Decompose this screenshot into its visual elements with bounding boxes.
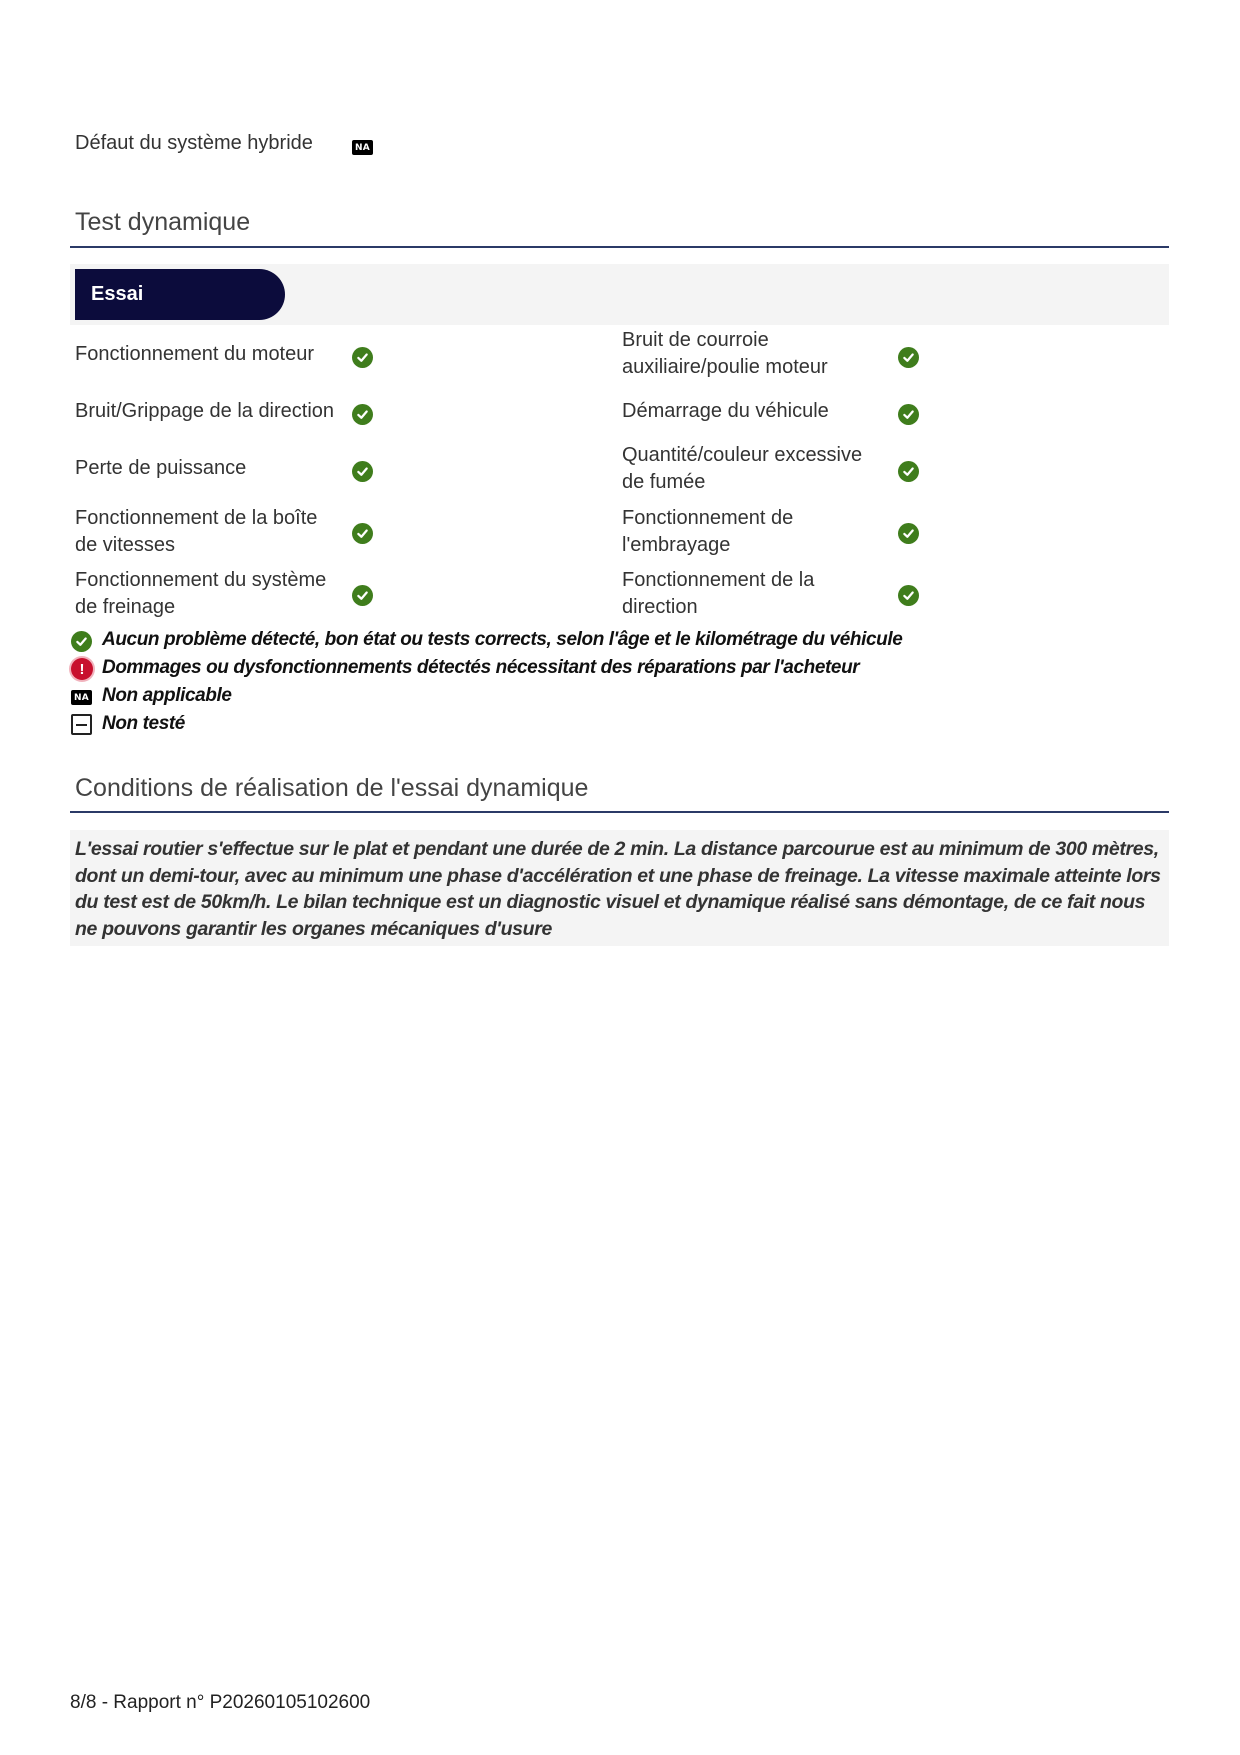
check-icon bbox=[352, 347, 373, 368]
item-belt-pulley-noise: Bruit de courroie auxiliaire/poulie moteur bbox=[622, 329, 828, 378]
not-tested-icon bbox=[71, 714, 92, 735]
section-divider bbox=[70, 246, 1169, 248]
item-steering-noise: Bruit/Grippage de la direction bbox=[75, 400, 335, 422]
check-icon bbox=[352, 404, 373, 425]
item-vehicle-start: Démarrage du véhicule bbox=[622, 400, 829, 422]
check-icon bbox=[898, 523, 919, 544]
item-power-loss: Perte de puissance bbox=[75, 457, 247, 479]
check-icon bbox=[352, 461, 373, 482]
check-icon bbox=[898, 585, 919, 606]
check-icon bbox=[898, 347, 919, 368]
section-title-dynamic-test: Test dynamique bbox=[75, 208, 251, 236]
item-steering-operation: Fonctionnement de la direction bbox=[622, 569, 815, 618]
check-icon bbox=[898, 404, 919, 425]
conditions-box bbox=[70, 830, 1169, 946]
na-icon: NA bbox=[71, 690, 92, 705]
check-icon bbox=[352, 585, 373, 606]
check-icon bbox=[898, 461, 919, 482]
check-icon bbox=[71, 631, 92, 652]
item-smoke-quantity: Quantité/couleur excessive de fumée bbox=[622, 444, 863, 493]
tab-bar bbox=[70, 264, 1169, 325]
check-icon bbox=[352, 523, 373, 544]
section-divider bbox=[70, 811, 1169, 813]
item-clutch-operation: Fonctionnement de l'embrayage bbox=[622, 507, 794, 556]
legend-not-tested-text: Non testé bbox=[102, 713, 185, 734]
legend-damage-text: Dommages ou dysfonctionnements détectés nécessitant des réparations par l'acheteur bbox=[102, 657, 860, 678]
section-title-conditions: Conditions de réalisation de l'essai dynamique bbox=[75, 774, 589, 802]
tab-essai[interactable]: Essai bbox=[75, 269, 285, 320]
item-gearbox-operation: Fonctionnement de la boîte de vitesses bbox=[75, 507, 318, 556]
item-engine-operation: Fonctionnement du moteur bbox=[75, 343, 315, 365]
item-braking-system: Fonctionnement du système de freinage bbox=[75, 569, 327, 618]
legend-na-text: Non applicable bbox=[102, 685, 232, 706]
page-footer: 8/8 - Rapport n° P20260105102600 bbox=[70, 1692, 371, 1713]
na-icon: NA bbox=[352, 140, 373, 155]
hybrid-system-label: Défaut du système hybride bbox=[75, 132, 313, 154]
conditions-text: L'essai routier s'effectue sur le plat et pendant une durée de 2 min. La distance parcourue est au minimum de 300 mètres, dont un demi-tour, avec au minimum une phase d'accélération et une phase de freinage. La vitesse maximale atteinte lors du test est de 50km/h. Le bilan technique est un diagnostic visuel et dynamique réalisé sans démontage, de ce fait nous ne pouvons garantir les organes mécaniques d'usure bbox=[75, 838, 1161, 940]
legend-ok-text: Aucun problème détecté, bon état ou tests corrects, selon l'âge et le kilométrage du véhicule bbox=[102, 629, 903, 650]
alert-icon: ! bbox=[71, 658, 93, 680]
